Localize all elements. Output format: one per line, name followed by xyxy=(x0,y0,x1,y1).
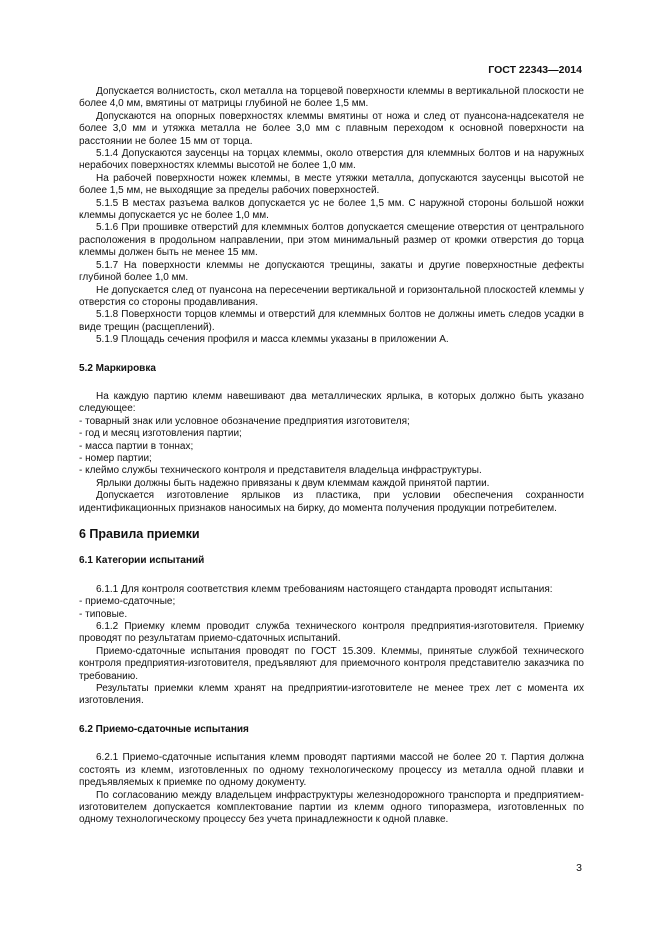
subsection-heading-6-1: 6.1 Категории испытаний xyxy=(79,555,205,567)
section-heading-6: 6 Правила приемки xyxy=(79,527,200,541)
paragraph: 6.1.1 Для контроля соответствия клемм требованиям настоящего стандарта проводят испытания: xyxy=(96,583,553,595)
list-item: - типовые. xyxy=(79,608,128,620)
list-item: - номер партии; xyxy=(79,452,152,464)
paragraph: 6.2.1 Приемо-сдаточные испытания клемм проводят партиями массой не более 20 т. Партия должна состоять из клемм, изготовленных по одному технологическому процессу из металла одной плавки и предъявляемых к приемке по одному документу. xyxy=(79,752,584,789)
paragraph: 6.1.2 Приемку клемм проводит служба технического контроля предприятия-изготовителя. Приемку проводят по результатам приемо-сдаточных испытаний. xyxy=(79,621,584,645)
page-number: 3 xyxy=(576,862,582,874)
document-header: ГОСТ 22343—2014 xyxy=(488,64,582,76)
subsection-heading-6-2: 6.2 Приемо-сдаточные испытания xyxy=(79,723,249,735)
paragraph: Результаты приемки клемм хранят на предприятии-изготовителе не менее трех лет с момента их изготовления. xyxy=(79,683,584,707)
list-item: - масса партии в тоннах; xyxy=(79,440,194,452)
list-item: - год и месяц изготовления партии; xyxy=(79,428,242,440)
subsection-heading-5-2: 5.2 Маркировка xyxy=(79,362,156,374)
paragraph: 5.1.4 Допускаются заусенцы на торцах клеммы, около отверстия для клеммных болтов и на наружных нерабочих поверхностях клеммы высотой не более 1,0 мм. xyxy=(79,148,584,172)
document-body xyxy=(79,86,584,827)
paragraph: Допускается волнистость, скол металла на торцевой поверхности клеммы в вертикальной плоскости не более 4,0 мм, вмятины от матрицы глубиной не более 1,5 мм. xyxy=(79,86,584,110)
list-item: - приемо-сдаточные; xyxy=(79,596,176,608)
paragraph: На каждую партию клемм навешивают два металлических ярлыка, в которых должно быть указано следующее: xyxy=(79,390,584,415)
paragraph: 5.1.9 Площадь сечения профиля и масса клеммы указаны в приложении А. xyxy=(96,334,449,346)
paragraph: По согласованию между владельцем инфраструктуры железнодорожного транспорта и предприятием-изготовителем допускается комплектование партии из клемм одного типоразмера, изготовленных по одному технологическому процессу без учета принадлежности к одной плавке. xyxy=(79,789,584,826)
list-item: - клеймо службы технического контроля и представителя владельца инфраструктуры. xyxy=(79,465,482,477)
paragraph: На рабочей поверхности ножек клеммы, в месте утяжки металла, допускаются заусенцы высотой не более 1,5 мм, не выходящие за пределы рабочих поверхностей. xyxy=(79,172,584,197)
paragraph: Допускаются на опорных поверхностях клеммы вмятины от ножа и след от пуансона-надсекателя не более 3,0 мм и утяжка металла не более 3,0 мм с плавным переходом к основной поверхности на расстоянии не более 15 мм от торца. xyxy=(79,110,584,147)
paragraph: Не допускается след от пуансона на пересечении вертикальной и горизонтальной плоскостей клеммы у отверстия со стороны продавливания. xyxy=(79,284,584,308)
list-item: - товарный знак или условное обозначение предприятия изготовителя; xyxy=(79,415,410,427)
paragraph: 5.1.8 Поверхности торцов клеммы и отверстий для клеммных болтов не должны иметь следов усадки в виде трещин (расщеплений). xyxy=(79,309,584,333)
paragraph: Приемо-сдаточные испытания проводят по ГОСТ 15.309. Клеммы, принятые службой технического контроля предприятия-изготовителя, предъявляют для приемочного контроля представителю заказчика по требованию. xyxy=(79,645,584,682)
paragraph: Ярлыки должны быть надежно привязаны к двум клеммам каждой принятой партии. xyxy=(96,477,490,489)
paragraph: 5.1.7 На поверхности клеммы не допускаются трещины, закаты и другие поверхностные дефекты глубиной более 1,0 мм. xyxy=(79,259,584,284)
paragraph: 5.1.6 При прошивке отверстий для клеммных болтов допускается смещение отверстия от центрального расположения в продольном направлении, при этом минимальный размер от кромки отверстия до торца клеммы должен быть не менее 15 мм. xyxy=(79,222,584,259)
paragraph: Допускается изготовление ярлыков из пластика, при условии обеспечения сохранности идентификационных признаков наносимых на бирку, до момента получения продукции потребителем. xyxy=(79,490,584,514)
paragraph: 5.1.5 В местах разъема валков допускается ус не более 1,5 мм. С наружной стороны большой ножки клеммы допускается ус не более 1,0 мм. xyxy=(79,197,584,222)
